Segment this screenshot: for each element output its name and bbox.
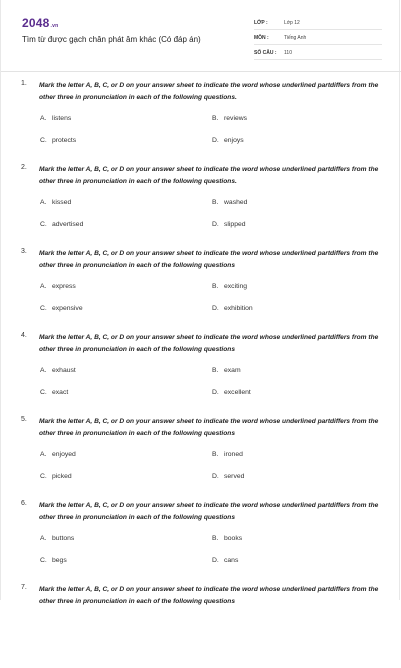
question-number: 6.: [21, 500, 27, 507]
meta-value: Tiếng Anh: [284, 35, 307, 41]
option-c[interactable]: [40, 473, 72, 480]
option-letter: B.: [212, 535, 219, 542]
question-number: 5.: [21, 416, 27, 423]
option-letter: D.: [212, 221, 219, 228]
question-item: [1, 416, 401, 500]
question-item: [1, 248, 401, 332]
option-d[interactable]: [212, 473, 244, 480]
option-a[interactable]: [40, 367, 76, 374]
option-text: begs: [52, 557, 67, 564]
option-letter: A.: [40, 283, 47, 290]
option-letter: A.: [40, 199, 47, 206]
question-item: [1, 164, 401, 248]
meta-row-count: [254, 47, 382, 60]
meta-key: MÔN :: [254, 35, 269, 41]
option-text: express: [52, 283, 76, 290]
question-text: Mark the letter A, B, C, or D on your answer sheet to indicate the word whose underlined partdiffers from the other three in pronunciation in each of the following questions: [39, 334, 379, 353]
option-c[interactable]: [40, 557, 67, 564]
option-text: protects: [52, 137, 77, 144]
option-letter: D.: [212, 389, 219, 396]
option-text: exact: [52, 389, 69, 396]
option-text: enjoyed: [52, 451, 76, 458]
option-letter: B.: [212, 199, 219, 206]
option-c[interactable]: [40, 305, 83, 312]
option-letter: C.: [40, 305, 47, 312]
option-d[interactable]: [212, 389, 251, 396]
meta-value: Lớp 12: [284, 20, 300, 26]
option-text: exhaust: [52, 367, 76, 374]
meta-row-class: [254, 17, 382, 30]
question-item: [1, 80, 401, 164]
question-text: Mark the letter A, B, C, or D on your answer sheet to indicate the word whose underlined partdiffers from the other three in pronunciation in each of the following questions: [39, 418, 379, 437]
option-letter: C.: [40, 389, 47, 396]
option-text: washed: [224, 199, 248, 206]
site-logo[interactable]: [22, 16, 58, 30]
meta-row-subject: [254, 32, 382, 45]
question-list: [1, 80, 401, 668]
question-item: [1, 500, 401, 584]
option-letter: A.: [40, 535, 47, 542]
option-c[interactable]: [40, 221, 83, 228]
option-a[interactable]: [40, 535, 74, 542]
option-letter: C.: [40, 221, 47, 228]
option-text: ironed: [224, 451, 243, 458]
option-text: enjoys: [224, 137, 244, 144]
option-letter: D.: [212, 557, 219, 564]
option-a[interactable]: [40, 115, 71, 122]
question-number: 1.: [21, 80, 27, 87]
worksheet-meta: [254, 17, 382, 62]
option-text: exam: [224, 367, 241, 374]
option-b[interactable]: [212, 199, 247, 206]
option-text: exciting: [224, 283, 248, 290]
option-letter: C.: [40, 557, 47, 564]
logo-main-text: 2048: [22, 16, 50, 30]
option-letter: B.: [212, 283, 219, 290]
option-letter: B.: [212, 451, 219, 458]
option-d[interactable]: [212, 221, 246, 228]
header-divider: [1, 71, 401, 72]
question-text: Mark the letter A, B, C, or D on your answer sheet to indicate the word whose underlined partdiffers from the other three in pronunciation in each of the following questions: [39, 250, 379, 269]
option-d[interactable]: [212, 305, 253, 312]
question-number: 3.: [21, 248, 27, 255]
question-text: Mark the letter A, B, C, or D on your answer sheet to indicate the word whose underlined partdiffers from the other three in pronunciation in each of the following questions: [39, 586, 379, 605]
option-text: buttons: [52, 535, 75, 542]
question-text: Mark the letter A, B, C, or D on your answer sheet to indicate the word whose underlined partdiffers from the other three in pronunciation in each of the following questions.: [39, 166, 379, 185]
option-b[interactable]: [212, 367, 241, 374]
option-d[interactable]: [212, 557, 238, 564]
option-text: reviews: [224, 115, 248, 122]
question-item: [1, 584, 401, 668]
option-text: kissed: [52, 199, 72, 206]
option-c[interactable]: [40, 137, 76, 144]
option-d[interactable]: [212, 137, 244, 144]
question-text: Mark the letter A, B, C, or D on your answer sheet to indicate the word whose underlined partdiffers from the other three in pronunciation in each of the following questions: [39, 502, 379, 521]
question-number: 2.: [21, 164, 27, 171]
option-text: cans: [224, 557, 239, 564]
option-letter: B.: [212, 115, 219, 122]
option-text: picked: [52, 473, 72, 480]
option-letter: D.: [212, 305, 219, 312]
option-a[interactable]: [40, 283, 76, 290]
option-letter: A.: [40, 451, 47, 458]
option-text: slipped: [224, 221, 246, 228]
worksheet-title: Tìm từ được gạch chân phát âm khác (Có đáp án): [22, 35, 201, 44]
option-text: expensive: [52, 305, 83, 312]
option-letter: B.: [212, 367, 219, 374]
meta-value: 110: [284, 50, 292, 56]
option-text: books: [224, 535, 243, 542]
option-a[interactable]: [40, 451, 76, 458]
option-text: excellent: [224, 389, 251, 396]
question-number: 4.: [21, 332, 27, 339]
option-text: advertised: [52, 221, 84, 228]
worksheet-header: [1, 0, 399, 70]
option-text: exhibition: [224, 305, 253, 312]
option-b[interactable]: [212, 451, 243, 458]
option-letter: C.: [40, 137, 47, 144]
option-letter: D.: [212, 137, 219, 144]
option-letter: C.: [40, 473, 47, 480]
option-text: listens: [52, 115, 72, 122]
question-item: [1, 332, 401, 416]
option-letter: A.: [40, 115, 47, 122]
option-text: served: [224, 473, 245, 480]
question-number: 7.: [21, 584, 27, 591]
meta-key: LỚP :: [254, 20, 268, 26]
option-b[interactable]: [212, 115, 247, 122]
option-b[interactable]: [212, 283, 247, 290]
option-c[interactable]: [40, 389, 68, 396]
option-b[interactable]: [212, 535, 242, 542]
option-letter: A.: [40, 367, 47, 374]
meta-key: SỐ CÂU :: [254, 50, 277, 56]
logo-domain-text: .vn: [50, 23, 59, 29]
option-letter: D.: [212, 473, 219, 480]
option-a[interactable]: [40, 199, 71, 206]
question-text: Mark the letter A, B, C, or D on your answer sheet to indicate the word whose underlined partdiffers from the other three in pronunciation in each of the following questions.: [39, 82, 379, 101]
